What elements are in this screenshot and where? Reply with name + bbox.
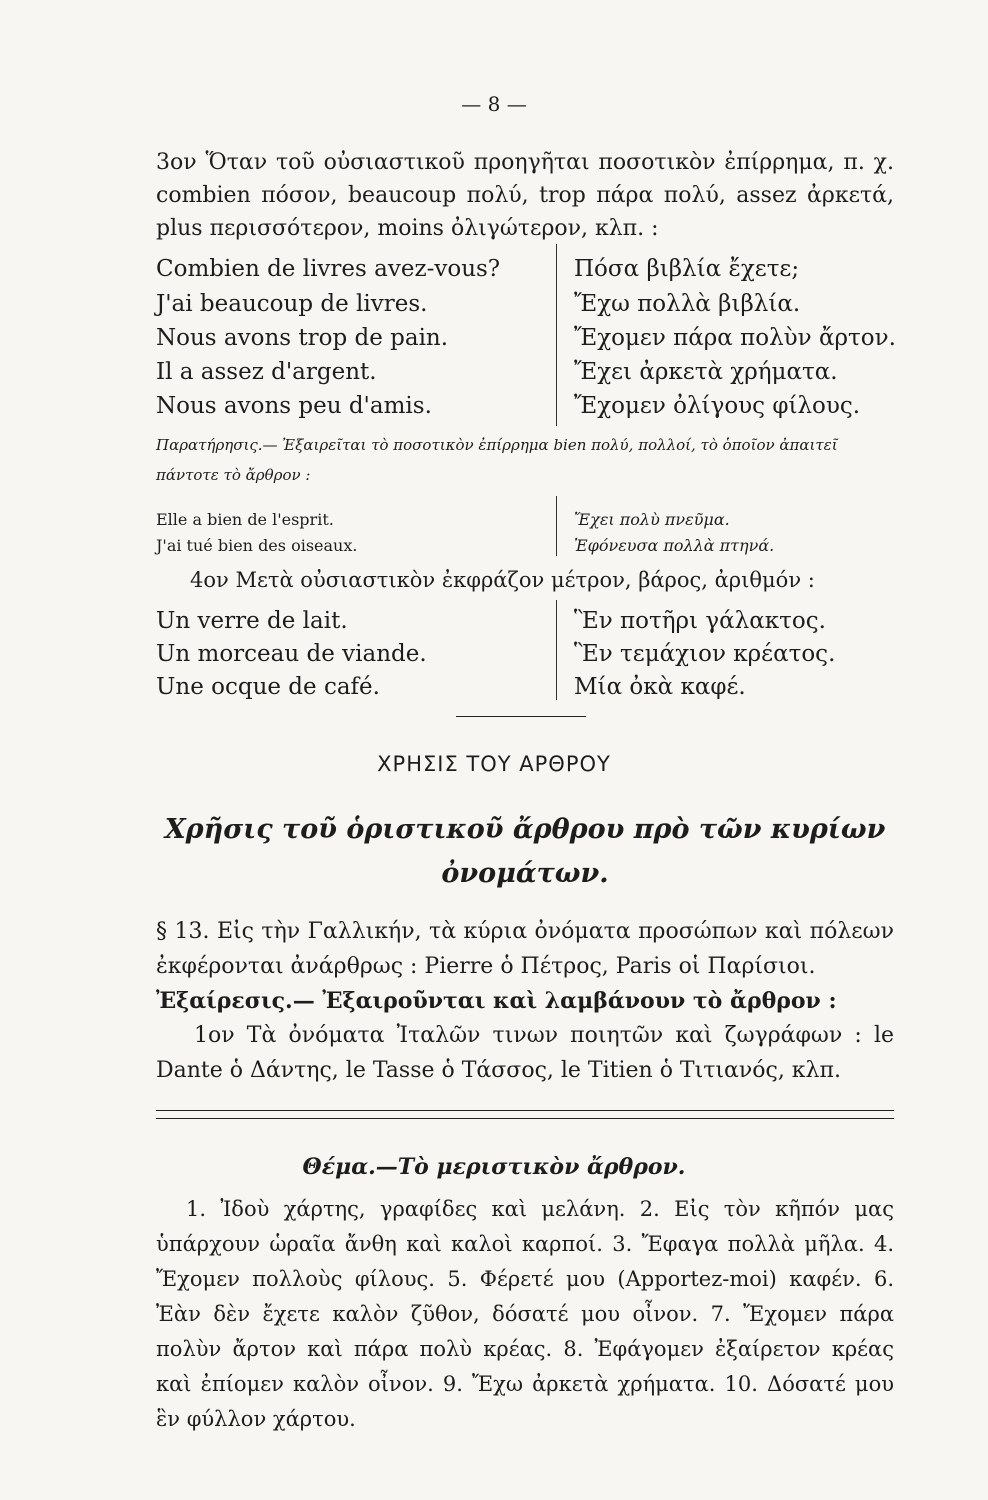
example-a-gr-4: Ἔχει ἀρκετὰ χρήματα. — [574, 359, 838, 385]
example-a-gr-5: Ἔχομεν ὀλίγους φίλους. — [574, 393, 861, 419]
exercise-title: Θέμα.—Τὸ μεριστικὸν ἄρθρον. — [302, 1154, 686, 1180]
rule-3-text: Ὅταν τοῦ οὐσιαστικοῦ προηγῆται ποσοτικὸν ἐπίρρημα, π. χ. combien πόσον, beaucoup πολύ, trop πάρα πολύ, assez ἀρκετά, plus περισσότερον, moins ὀλιγώτερον, κλπ. : — [156, 150, 895, 241]
exceptions-line: Ἐξαίρεσις.— Ἐξαιροῦνται καὶ λαμβάνουν τὸ ἄρθρον : — [156, 988, 837, 1014]
exception-1: 1ον Τὰ ὀνόματα Ἰταλῶν τινων ποιητῶν καὶ ζωγράφων : le Dante ὁ Δάντης, le Tasse ὁ Τάσσος, le Titien ὁ Τιτιανός, κλπ. — [156, 1023, 894, 1083]
column-divider-c — [556, 600, 557, 700]
page-number: — 8 — — [461, 92, 527, 116]
column-divider-b — [556, 496, 557, 556]
example-c-gr-3: Μία ὀκὰ καφέ. — [574, 674, 746, 700]
section-title: Χρῆσις τοῦ ὁριστικοῦ ἄρθρου πρὸ τῶν κυρίων ὀνομάτων. — [164, 814, 886, 889]
example-a-fr-1: Combien de livres avez-vous? — [156, 256, 501, 282]
rule-3-label: 3ον — [156, 150, 206, 175]
rule-4-line: 4ον Μετὰ οὐσιαστικὸν ἐκφράζον μέτρον, βάρος, ἀριθμόν : — [190, 568, 815, 592]
example-b-fr-2: J'ai tué bien des oiseaux. — [156, 536, 358, 555]
observation-note: Παρατήρησις.— Ἐξαιρεῖται τὸ ποσοτικὸν ἐπίρρημα bien πολύ, πολλοί, τὸ ὁποῖον ἀπαιτεῖ πάντοτε τὸ ἄρθρον : — [156, 436, 838, 484]
example-b-fr-1: Elle a bien de l'esprit. — [156, 510, 334, 529]
section-caps-heading: ΧΡΗΣΙΣ ΤΟΥ ΑΡΘΡΟΥ — [377, 752, 611, 776]
example-c-fr-3: Une ocque de café. — [156, 674, 380, 700]
example-a-gr-1: Πόσα βιβλία ἔχετε; — [574, 256, 800, 282]
example-a-fr-2: J'ai beaucoup de livres. — [156, 291, 428, 317]
paragraph-13: § 13. Εἰς τὴν Γαλλικήν, τὰ κύρια ὀνόματα προσώπων καὶ πόλεων ἐκφέρονται ἀνάρθρως : Pierre ὁ Πέτρος, Paris οἱ Παρίσιοι. — [156, 919, 894, 979]
example-c-gr-2: Ἓν τεμάχιον κρέατος. — [574, 641, 836, 667]
example-c-fr-2: Un morceau de viande. — [156, 641, 427, 667]
example-a-fr-3: Nous avons trop de pain. — [156, 325, 449, 351]
example-a-fr-4: Il a assez d'argent. — [156, 359, 377, 385]
exercise-text: 1. Ἰδοὺ χάρτης, γραφίδες καὶ μελάνη. 2. Εἰς τὸν κῆπόν μας ὑπάρχουν ὡραῖα ἄνθη καὶ καλοὶ καρποί. 3. Ἔφαγα πολλὰ μῆλα. 4. Ἔχομεν πολλοὺς φίλους. 5. Φέρετέ μου (Apportez-moi) καφέν. 6. Ἐὰν δὲν ἔχετε καλὸν ζῦθον, δόσατέ μου οἶνον. 7. Ἔχομεν πάρα πολὺν ἄρτον καὶ πάρα πολὺ κρέας. 8. Ἐφάγομεν ἐξαίρετον κρέας καὶ ἐπίομεν καλὸν οἶνον. 9. Ἔχω ἀρκετὰ χρήματα. 10. Δόσατέ μου ἓν φύλλον χάρτου. — [156, 1197, 894, 1431]
rule-bottom — [156, 1118, 894, 1119]
example-b-gr-2: Ἐφόνευσα πολλὰ πτηνά. — [574, 536, 775, 555]
rule-3-paragraph — [156, 146, 894, 245]
short-divider — [456, 716, 586, 717]
example-c-gr-1: Ἓν ποτῆρι γάλακτος. — [574, 608, 826, 634]
example-a-gr-3: Ἔχομεν πάρα πολὺν ἄρτον. — [574, 325, 896, 351]
column-divider-a — [556, 244, 557, 426]
example-a-fr-5: Nous avons peu d'amis. — [156, 393, 432, 419]
rule-top — [156, 1110, 894, 1111]
example-b-gr-1: Ἔχει πολὺ πνεῦμα. — [574, 510, 730, 529]
example-c-fr-1: Un verre de lait. — [156, 608, 348, 634]
example-a-gr-2: Ἔχω πολλὰ βιβλία. — [574, 291, 801, 317]
